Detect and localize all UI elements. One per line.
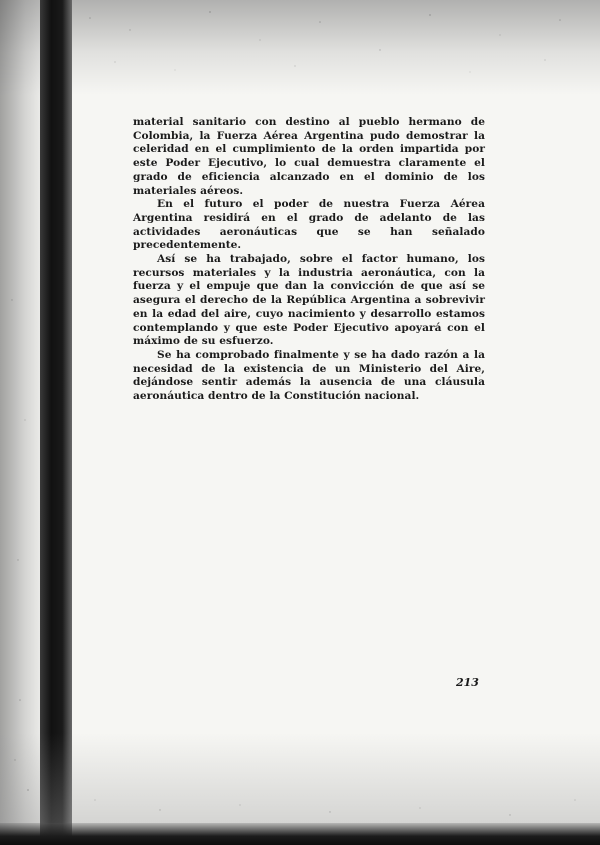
paragraph: Así se ha trabajado, sobre el factor humano, los recursos materiales y la industria aeronáutica, con la fuerza y el empuje que dan la convicción de que así se asegura el derecho de la República Argentina a sobrevivir en la edad del aire, cuyo nacimiento y desarrollo estamos contemplando y que este Poder Ejecutivo apoyará con el máximo de su esfuerzo. [133,253,485,348]
paragraph: En el futuro el poder de nuestra Fuerza Aérea Argentina residirá en el grado de adelanto de las actividades aeronáuticas que se han señalado precedentemente. [133,198,485,252]
scan-bottom-shadow [0,733,600,823]
body-text [133,116,485,404]
scan-left-shadow [0,0,42,845]
paragraph: material sanitario con destino al pueblo hermano de Colombia, la Fuerza Aérea Argentina pudo demostrar la celeridad en el cumplimiento de la orden impartida por este Poder Ejecutivo, lo cual demuestra claramente el grado de eficiencia alcanzado en el dominio de los materiales aéreos. [133,116,485,197]
paragraph: Se ha comprobado finalmente y se ha dado razón a la necesidad de la existencia de un Ministerio del Aire, dejándose sentir además la ausencia de una cláusula aeronáutica dentro de la Constitución nacional. [133,348,485,403]
book-binding-edge [40,0,72,845]
page-number: 213 [456,676,479,689]
scan-bottom-edge [0,823,600,845]
scan-top-shadow [0,0,600,95]
